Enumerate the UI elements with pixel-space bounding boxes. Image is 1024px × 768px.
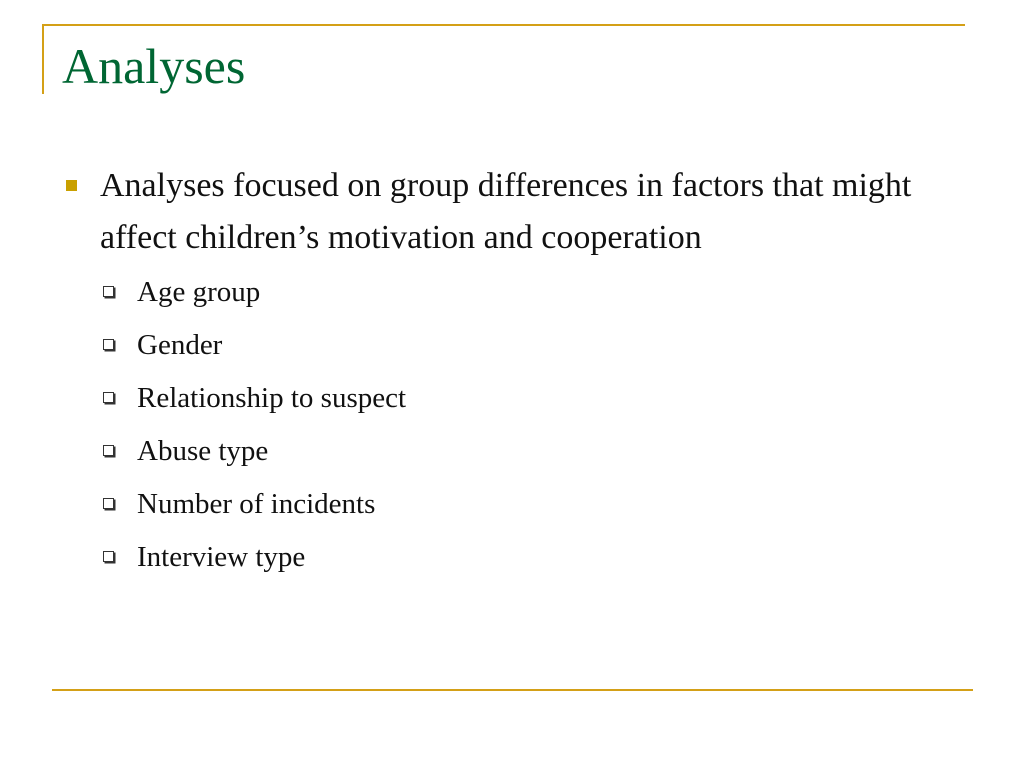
sub-bullet-text: Relationship to suspect [137,382,407,414]
sub-bullet-list [60,266,940,584]
hollow-square-bullet-icon [103,392,114,403]
hollow-square-bullet-icon [103,445,114,456]
sub-bullet-text: Gender [137,329,223,361]
bottom-divider-line [52,689,973,691]
sub-bullet-item [60,266,940,319]
sub-bullet-item [60,425,940,478]
top-divider-line [42,24,965,26]
slide-content [60,160,940,584]
main-bullet-text: Analyses focused on group differences in factors that might affect children’s motivation and cooperation [100,167,912,256]
hollow-square-bullet-icon [103,286,114,297]
hollow-square-bullet-icon [103,339,114,350]
sub-bullet-text: Interview type [137,541,306,573]
hollow-square-bullet-icon [103,551,114,562]
sub-bullet-text: Number of incidents [137,488,376,520]
filled-square-bullet-icon [66,180,77,191]
sub-bullet-item [60,478,940,531]
hollow-square-bullet-icon [103,498,114,509]
sub-bullet-item [60,531,940,584]
sub-bullet-text: Abuse type [137,435,269,467]
sub-bullet-text: Age group [137,276,261,308]
slide-title: Analyses [62,38,246,94]
sub-bullet-item [60,319,940,372]
main-bullet [60,160,940,264]
left-divider-line [42,24,44,94]
sub-bullet-item [60,372,940,425]
